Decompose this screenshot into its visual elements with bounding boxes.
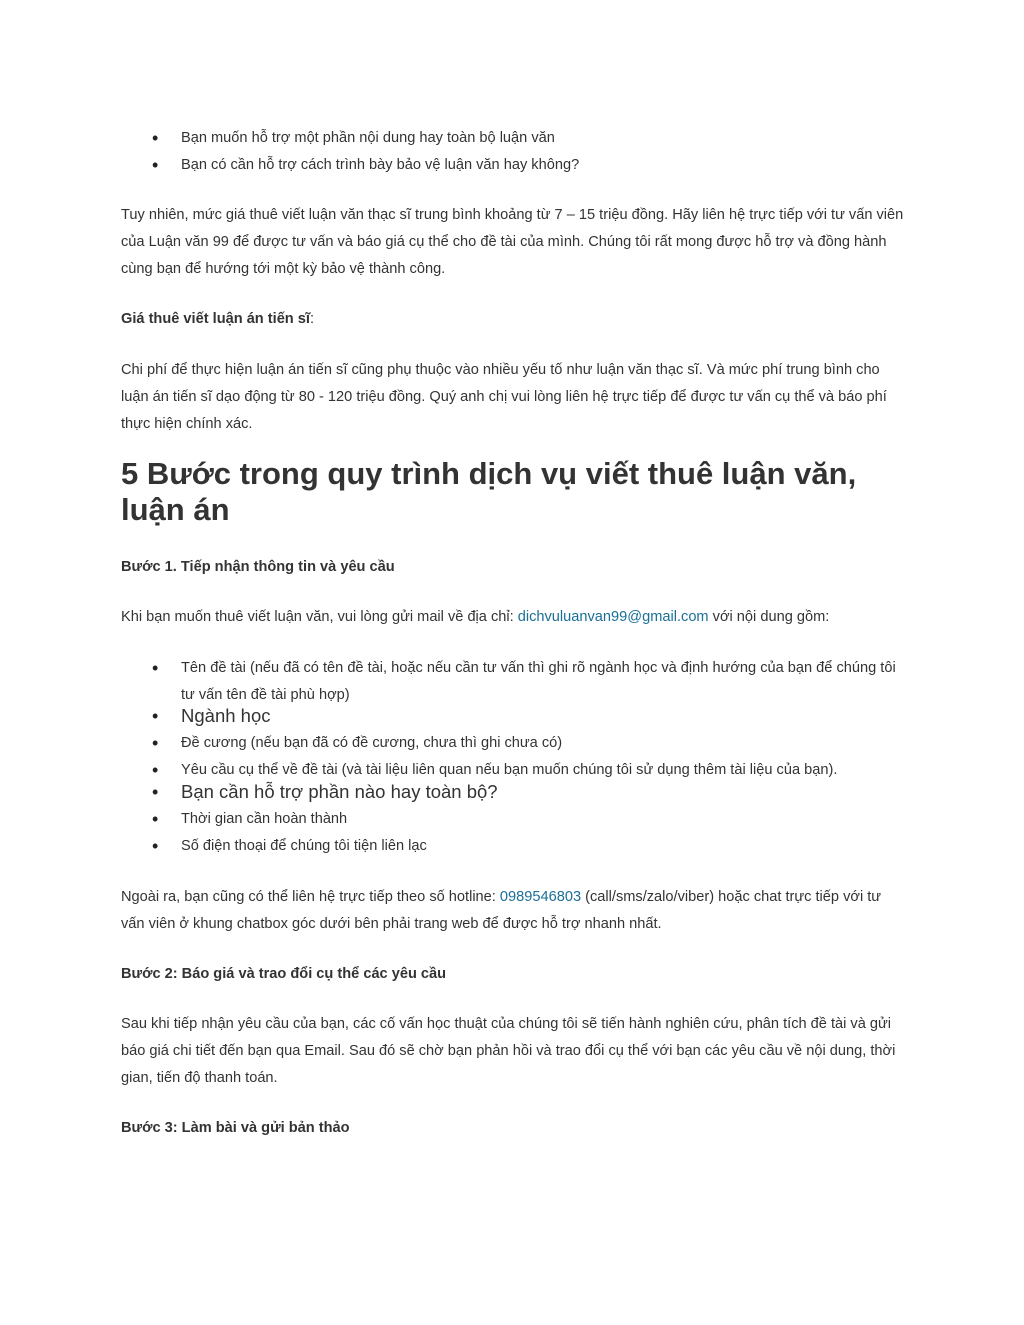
hotline-link[interactable]: 0989546803 (499, 889, 582, 905)
step1-heading: Bước 1. Tiếp nhận thông tin và yêu cầu (121, 559, 395, 575)
hotline-text-after: (call/sms/zalo/viber) hoặc chat trực tiếp với tư vấn viên ở khung chatbox góc dưới bên phải trang web để được hỗ trợ nhanh nhất. (121, 889, 882, 932)
list-item (152, 780, 905, 804)
list-item-text: Số điện thoại để chúng tôi tiện liên lạc (181, 838, 427, 854)
phd-price-heading-colon: : (309, 311, 315, 327)
paragraph-masters-price: Tuy nhiên, mức giá thuê viết luận văn thạc sĩ trung bình khoảng từ 7 – 15 triệu đồng. Hãy liên hệ trực tiếp với tư vấn viên của Luận văn 99 để được tư vấn và báo giá cụ thể cho đề tài của mình. Chúng tôi rất mong được hỗ trợ và đồng hành cùng bạn để hướng tới một kỳ bảo vệ thành công. (121, 207, 904, 277)
hotline-text: Ngoài ra, bạn cũng có thể liên hệ trực tiếp theo số hotline: (121, 889, 500, 905)
step1-intro-text: Khi bạn muốn thuê viết luận văn, vui lòng gửi mail về địa chỉ: (121, 609, 518, 625)
email-link[interactable]: dichvuluanvan99@gmail.com (517, 609, 709, 625)
list-item (152, 152, 905, 179)
hotline-paragraph (121, 884, 905, 938)
list-item-text: Ngành học (181, 705, 271, 726)
list-item (152, 833, 905, 860)
bullet-icon: • (152, 809, 159, 829)
bullet-icon: • (152, 706, 159, 726)
bullet-icon: • (152, 128, 159, 148)
step1-intro (121, 604, 905, 631)
list-item (152, 655, 905, 709)
list-item-text: Tên đề tài (nếu đã có tên đề tài, hoặc nếu cần tư vấn thì ghi rõ ngành học và định hướng của bạn để chúng tôi tư vấn tên đề tài phù hợp) (181, 660, 896, 703)
bullet-icon: • (152, 658, 159, 678)
list-item-text: Yêu cầu cụ thể về đề tài (và tài liệu liên quan nếu bạn muốn chúng tôi sử dụng thêm tài liệu của bạn). (181, 762, 838, 778)
list-item (152, 125, 905, 152)
list-item (152, 704, 905, 728)
phd-price-heading-text: Giá thuê viết luận án tiến sĩ (121, 311, 310, 327)
list-item (152, 806, 905, 833)
step2-paragraph: Sau khi tiếp nhận yêu cầu của bạn, các cố vấn học thuật của chúng tôi sẽ tiến hành nghiên cứu, phân tích đề tài và gửi báo giá chi tiết đến bạn qua Email. Sau đó sẽ chờ bạn phản hồi và trao đổi cụ thể với bạn các yêu cầu về nội dung, thời gian, tiến độ thanh toán. (121, 1016, 896, 1086)
step2-heading: Bước 2: Báo giá và trao đổi cụ thể các yêu cầu (121, 966, 447, 982)
bullet-icon: • (152, 836, 159, 856)
list-item-text: Bạn muốn hỗ trợ một phần nội dung hay toàn bộ luận văn (181, 130, 555, 146)
step1-intro-text-after: với nội dung gồm: (708, 609, 830, 625)
list-item-text: Bạn có cần hỗ trợ cách trình bày bảo vệ luận văn hay không? (181, 157, 580, 173)
bullet-icon: • (152, 760, 159, 780)
phd-price-heading (121, 306, 905, 333)
bullet-icon: • (152, 782, 159, 802)
paragraph-phd-price: Chi phí để thực hiện luận án tiến sĩ cũng phụ thuộc vào nhiều yếu tố như luận văn thạc sĩ. Và mức phí trung bình cho luận án tiến sĩ dạo động từ 80 - 120 triệu đồng. Quý anh chị vui lòng liên hệ trực tiếp để được tư vấn cụ thể và báo phí thực hiện chính xác. (121, 362, 887, 432)
list-item-text: Bạn cần hỗ trợ phần nào hay toàn bộ? (181, 781, 498, 802)
page-title: 5 Bước trong quy trình dịch vụ viết thuê luận văn, luận án (121, 456, 857, 527)
bullet-icon: • (152, 155, 159, 175)
step3-heading: Bước 3: Làm bài và gửi bản thảo (121, 1120, 350, 1136)
bullet-icon: • (152, 733, 159, 753)
list-item (152, 730, 905, 757)
list-item-text: Đề cương (nếu bạn đã có đề cương, chưa thì ghi chưa có) (181, 735, 563, 751)
list-item-text: Thời gian cần hoàn thành (181, 811, 348, 827)
